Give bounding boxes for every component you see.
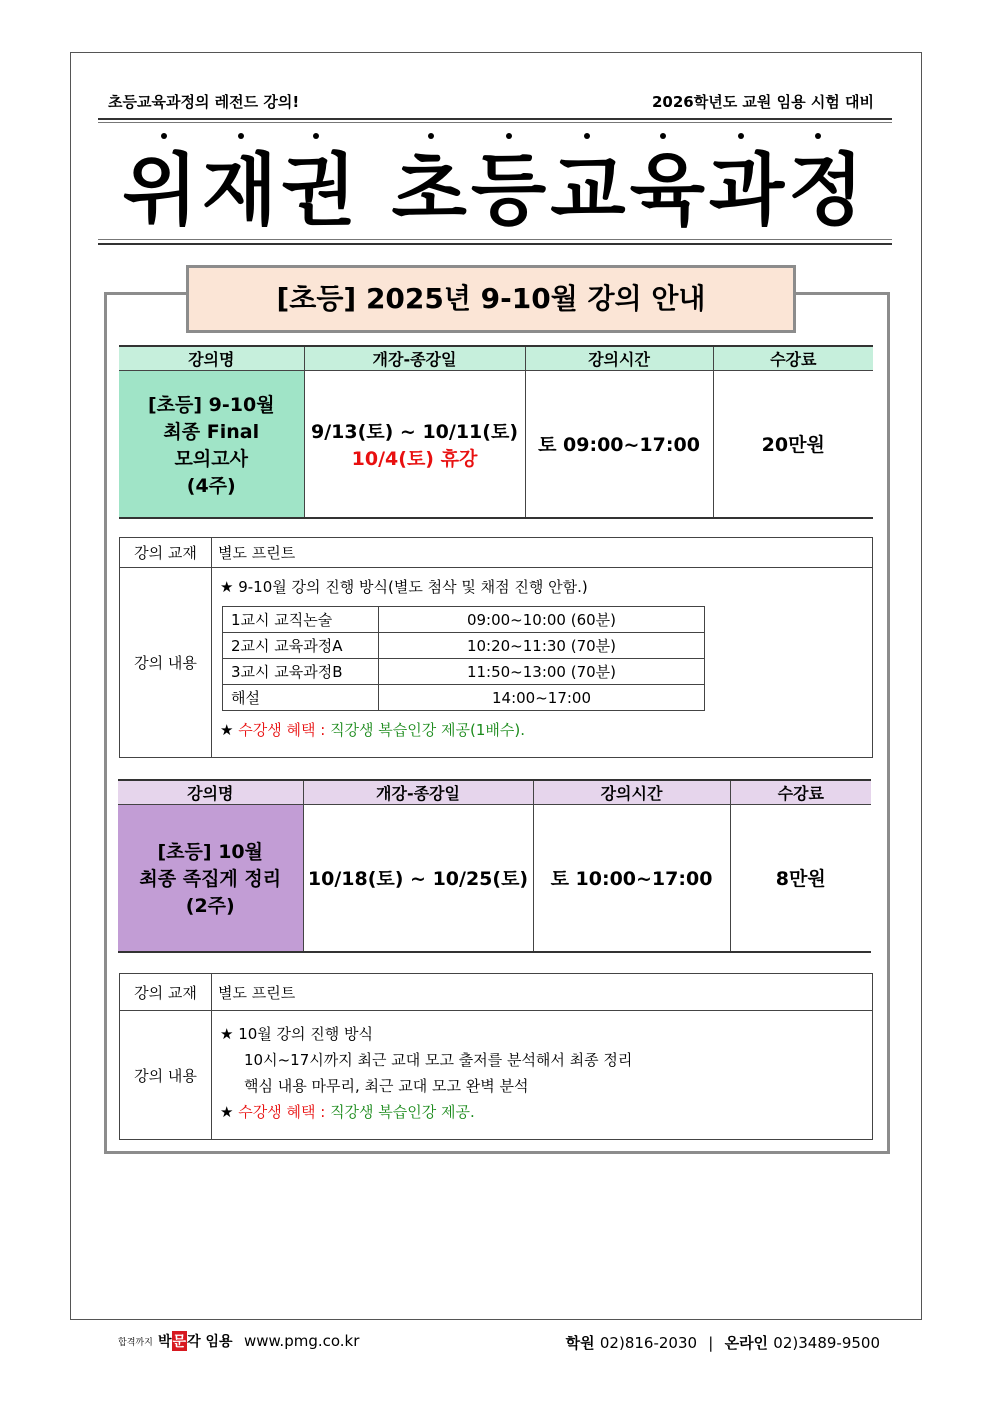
course1-break-note: 10/4(토) 휴강 xyxy=(351,447,478,470)
contact-info: 학원 02)816-2030 | 온라인 02)3489-9500 xyxy=(565,1334,880,1352)
course2-time: 토 10:00~17:00 xyxy=(533,805,730,952)
schedule-row: 3교시 교육과정B 11:50~13:00 (70분) xyxy=(223,659,705,685)
top-rule-thin xyxy=(98,122,892,123)
col-name: 강의명 xyxy=(118,780,303,805)
textbook-value: 별도 프린트 xyxy=(212,538,873,568)
tagline: 초등교육과정의 레전드 강의! xyxy=(108,93,300,111)
course1-info-table xyxy=(119,345,873,519)
content-label: 강의 내용 xyxy=(120,568,212,758)
course1-benefit: ★ 수강생 혜택 : 직강생 복습인강 제공(1배수). xyxy=(220,721,526,739)
course1-method: ★ 9-10월 강의 진행 방식(별도 첨삭 및 채점 진행 안함.) xyxy=(220,578,588,596)
col-name: 강의명 xyxy=(119,346,304,371)
page-title: 위재권 초등교육과정 xyxy=(122,146,868,236)
schedule-row: 1교시 교직논술 09:00~10:00 (60분) xyxy=(223,607,705,633)
course1-detail-table xyxy=(119,537,873,758)
schedule-row: 해설 14:00~17:00 xyxy=(223,685,705,711)
col-fee: 수강료 xyxy=(730,780,871,805)
course2-content xyxy=(212,1011,873,1140)
course2-line: 10시~17시까지 최근 교대 모고 출저를 분석해서 최종 정리 xyxy=(244,1051,633,1069)
brand-logo: 박문각 임용 xyxy=(158,1331,233,1351)
textbook-label: 강의 교재 xyxy=(120,974,212,1011)
exam-label: 2026학년도 교원 임용 시험 대비 xyxy=(651,93,874,111)
title-rule-thin xyxy=(98,239,892,240)
course2-line: 핵심 내용 마무리, 최근 교대 모고 완벽 분석 xyxy=(244,1077,529,1095)
course2-method: ★ 10월 강의 진행 방식 xyxy=(220,1025,374,1043)
course2-period: 10/18(토) ~ 10/25(토) xyxy=(303,805,533,952)
course1-period: 9/13(토) ~ 10/11(토) 10/4(토) 휴강 xyxy=(304,371,525,518)
col-period: 개강-종강일 xyxy=(304,346,525,371)
website-link[interactable]: www.pmg.co.kr xyxy=(244,1332,360,1350)
textbook-label: 강의 교재 xyxy=(120,538,212,568)
logo-small-text: 합격까지 xyxy=(118,1338,153,1348)
textbook-value: 별도 프린트 xyxy=(212,974,873,1011)
title-rule xyxy=(98,243,892,245)
top-rule xyxy=(98,118,892,120)
course1-time: 토 09:00~17:00 xyxy=(525,371,713,518)
course2-info-table xyxy=(118,779,871,953)
course1-name: [초등] 9-10월 최종 Final 모의고사 (4주) xyxy=(119,371,304,518)
banner-title: [초등] 2025년 9-10월 강의 안내 xyxy=(186,265,796,333)
course1-content xyxy=(212,568,873,758)
course1-fee: 20만원 xyxy=(713,371,873,518)
course2-detail-table xyxy=(119,973,873,1140)
col-period: 개강-종강일 xyxy=(303,780,533,805)
col-time: 강의시간 xyxy=(533,780,730,805)
col-fee: 수강료 xyxy=(713,346,873,371)
content-label: 강의 내용 xyxy=(120,1011,212,1140)
emphasis-dots xyxy=(100,133,892,143)
schedule-table xyxy=(222,606,705,711)
course2-fee: 8만원 xyxy=(730,805,871,952)
schedule-row: 2교시 교육과정A 10:20~11:30 (70분) xyxy=(223,633,705,659)
course2-benefit: ★ 수강생 혜택 : 직강생 복습인강 제공. xyxy=(220,1103,475,1121)
col-time: 강의시간 xyxy=(525,346,713,371)
course2-name: [초등] 10월 최종 족집게 정리 (2주) xyxy=(118,805,303,952)
